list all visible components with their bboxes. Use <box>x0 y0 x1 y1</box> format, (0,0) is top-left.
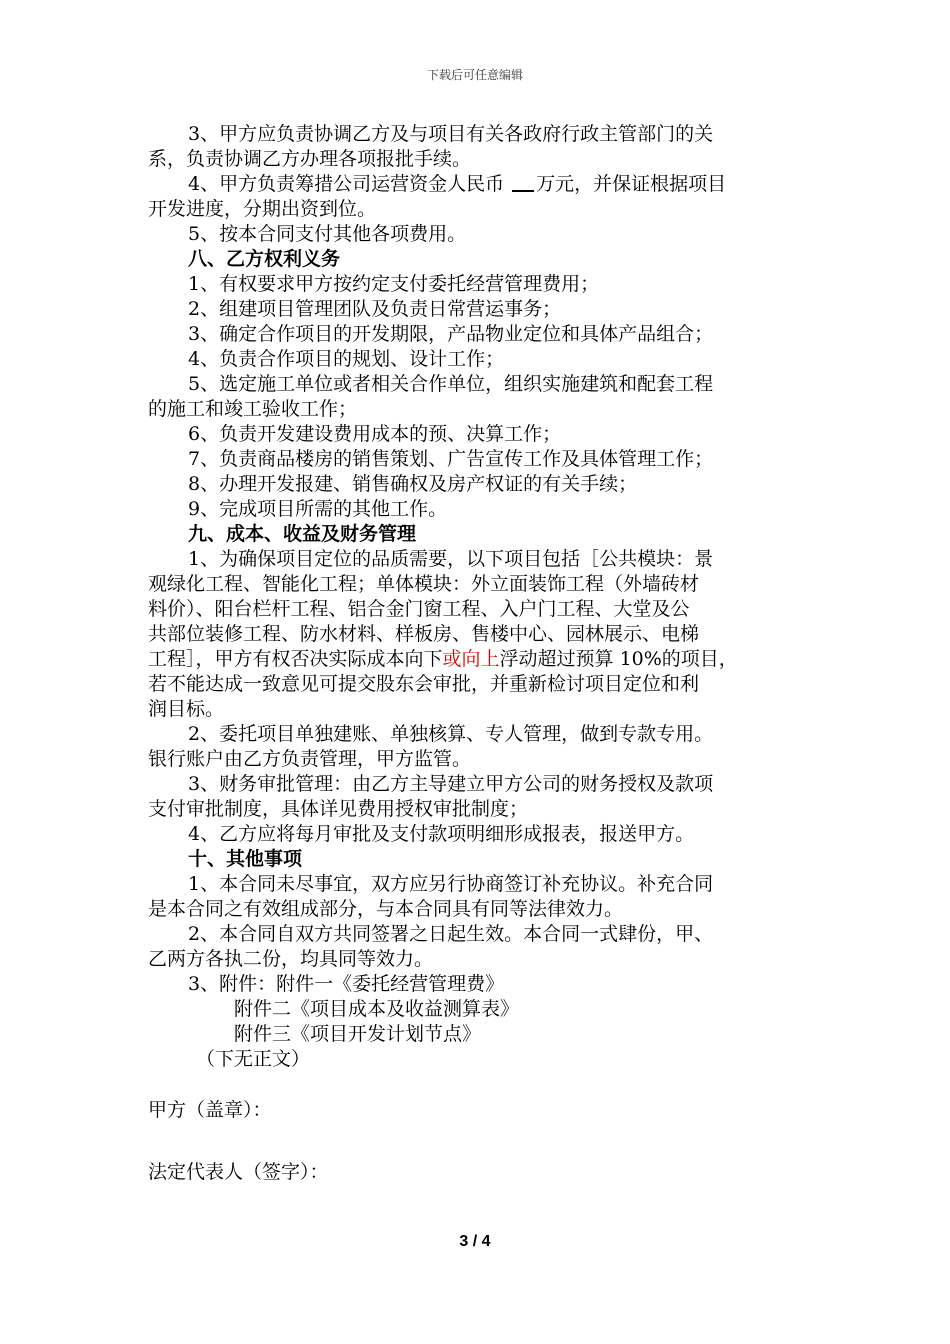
text-segment: 工程］，甲方有权否决实际成本向下 <box>148 648 443 670</box>
text-line: 3、财务审批管理：由乙方主导建立甲方公司的财务授权及款项 <box>188 773 714 795</box>
text-line: 5、选定施工单位或者相关合作单位，组织实施建筑和配套工程 <box>188 373 714 395</box>
text-line-with-blank <box>148 172 808 197</box>
text-segment: 浮动超过预算 10%的项目， <box>499 648 738 670</box>
text-line: 4、负责合作项目的规划、设计工作； <box>188 348 505 370</box>
signature-party-a: 甲方（盖章）： <box>148 1099 272 1121</box>
page-header: 下载后可任意编辑 <box>426 68 523 82</box>
text-line: 共部位装修工程、防水材料、样板房、售楼中心、园林展示、电梯 <box>148 623 700 645</box>
text-line: 1、有权要求甲方按约定支付委托经营管理费用； <box>188 273 600 295</box>
text-line: 1、本合同未尽事宜，双方应另行协商签订补充协议。补充合同 <box>188 873 714 895</box>
document-body <box>148 122 808 1072</box>
text-line: 银行账户由乙方负责管理，甲方监管。 <box>148 748 472 770</box>
text-line-with-highlight <box>148 647 808 672</box>
text-line: 2、委托项目单独建账、单独核算、专人管理，做到专款专用。 <box>188 723 714 745</box>
text-line: 7、负责商品楼房的销售策划、广告宣传工作及具体管理工作； <box>188 448 714 470</box>
text-line: 是本合同之有效组成部分，与本合同具有同等法律效力。 <box>148 898 624 920</box>
text-line: 4、乙方应将每月审批及支付款项明细形成报表，报送甲方。 <box>188 823 695 845</box>
text-line: 1、为确保项目定位的品质需要，以下项目包括［公共模块：景 <box>188 548 714 570</box>
section-heading: 十、其他事项 <box>188 848 303 870</box>
text-line: 6、负责开发建设费用成本的预、决算工作； <box>188 423 562 445</box>
signature-legal-rep: 法定代表人（签字）： <box>148 1161 329 1183</box>
text-line: 润目标。 <box>148 698 225 720</box>
page-number: 3 / 4 <box>459 1233 491 1250</box>
text-line: 5、按本合同支付其他各项费用。 <box>188 223 467 245</box>
text-line: 3、甲方应负责协调乙方及与项目有关各政府行政主管部门的关 <box>188 123 714 145</box>
section-heading: 八、乙方权利义务 <box>188 248 341 270</box>
highlighted-text: 或向上 <box>442 648 500 670</box>
text-line: 附件三《项目开发计划节点》 <box>234 1023 482 1045</box>
text-line: 若不能达成一致意见可提交股东会审批，并重新检讨项目定位和利 <box>148 673 700 695</box>
text-line: 2、本合同自双方共同签署之日起生效。本合同一式肆份，甲、 <box>188 923 714 945</box>
text-line: 支付审批制度，具体详见费用授权审批制度； <box>148 798 529 820</box>
section-heading: 九、成本、收益及财务管理 <box>188 523 417 545</box>
text-line: 9、完成项目所需的其他工作。 <box>188 498 448 520</box>
text-line: 8、办理开发报建、销售确权及房产权证的有关手续； <box>188 473 638 495</box>
text-line: （下无正文） <box>196 1048 311 1070</box>
text-line: 开发进度，分期出资到位。 <box>148 198 377 220</box>
text-line: 的施工和竣工验收工作； <box>148 398 358 420</box>
text-line: 料价）、阳台栏杆工程、铝合金门窗工程、入户门工程、大堂及公 <box>148 598 690 620</box>
fill-blank <box>512 172 534 192</box>
text-segment: 万元，并保证根据项目 <box>536 173 727 195</box>
text-line: 3、确定合作项目的开发期限，产品物业定位和具体产品组合； <box>188 323 714 345</box>
text-line: 系，负责协调乙方办理各项报批手续。 <box>148 148 472 170</box>
text-segment: 4、甲方负责筹措公司运营资金人民币 <box>188 173 505 195</box>
text-line: 乙两方各执二份，均具同等效力。 <box>148 948 434 970</box>
text-line: 附件二《项目成本及收益测算表》 <box>234 998 520 1020</box>
text-line: 3、附件：附件一《委托经营管理费》 <box>188 973 505 995</box>
text-line: 2、组建项目管理团队及负责日常营运事务； <box>188 298 562 320</box>
text-line: 观绿化工程、智能化工程；单体模块：外立面装饰工程（外墙砖材 <box>148 573 700 595</box>
